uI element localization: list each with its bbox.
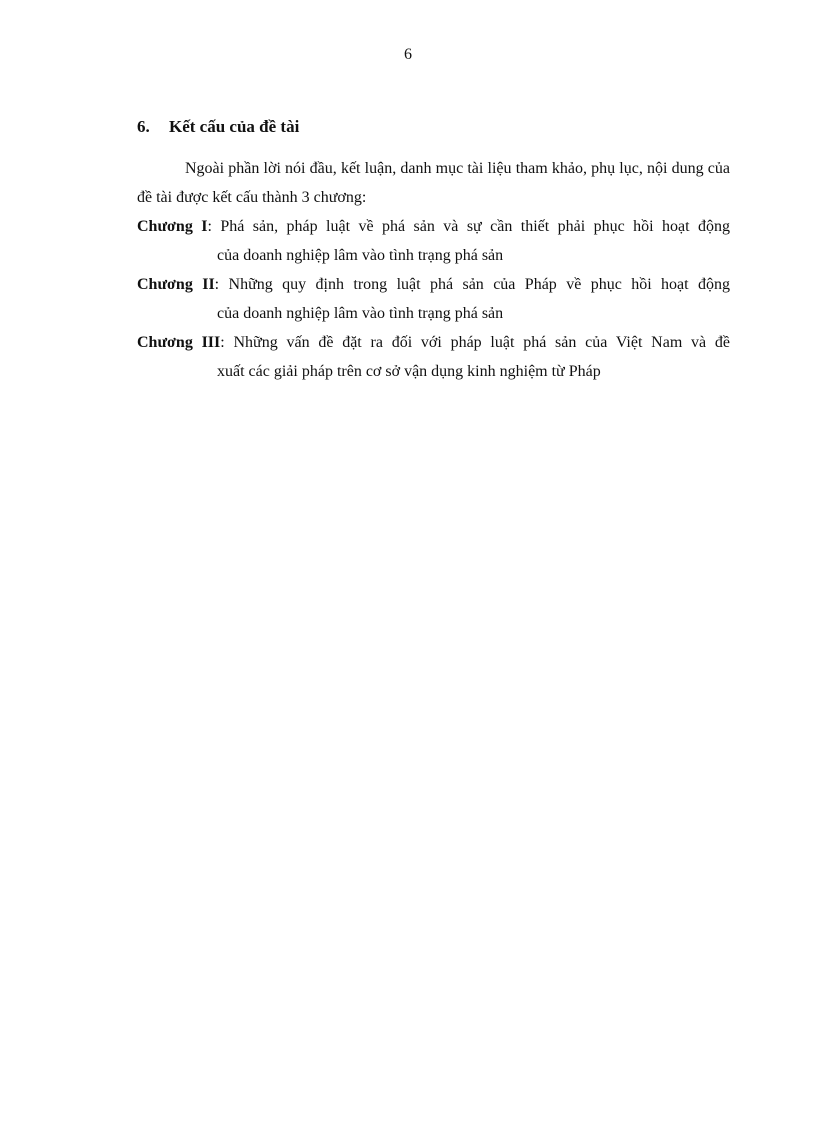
chapter-entry-1 <box>137 212 730 270</box>
chapter-label: Chương II <box>137 276 215 293</box>
chapter-continuation: của doanh nghiệp lâm vào tình trạng phá sản <box>217 305 504 322</box>
chapter-continuation: của doanh nghiệp lâm vào tình trạng phá sản <box>217 247 504 264</box>
intro-paragraph: Ngoài phần lời nói đầu, kết luận, danh mục tài liệu tham khảo, phụ lục, nội dung của đề tài được kết cấu thành 3 chương: <box>137 160 730 206</box>
chapter-continuation: xuất các giải pháp trên cơ sở vận dụng kinh nghiệm từ Pháp <box>217 363 601 380</box>
chapter-label: Chương III <box>137 334 221 351</box>
chapter-description: : Những vấn đề đặt ra đối với pháp luật phá sản của Việt Nam và đề <box>220 334 731 351</box>
chapter-first-line <box>137 212 730 241</box>
section-title: Kết cấu của đề tài <box>169 117 300 136</box>
chapter-entry-2 <box>137 270 730 328</box>
chapter-description: : Phá sản, pháp luật về phá sản và sự cần thiết phải phục hồi hoạt động <box>207 218 730 235</box>
section-heading <box>137 112 730 141</box>
page-number: 6 <box>404 46 412 63</box>
chapter-label: Chương I <box>137 218 208 235</box>
chapter-description: : Những quy định trong luật phá sản của Pháp về phục hồi hoạt động <box>214 276 730 293</box>
chapter-first-line <box>137 270 730 299</box>
chapter-first-line <box>137 328 730 357</box>
document-body <box>137 112 730 386</box>
section-number: 6. <box>137 117 150 136</box>
chapter-entry-3 <box>137 328 730 386</box>
